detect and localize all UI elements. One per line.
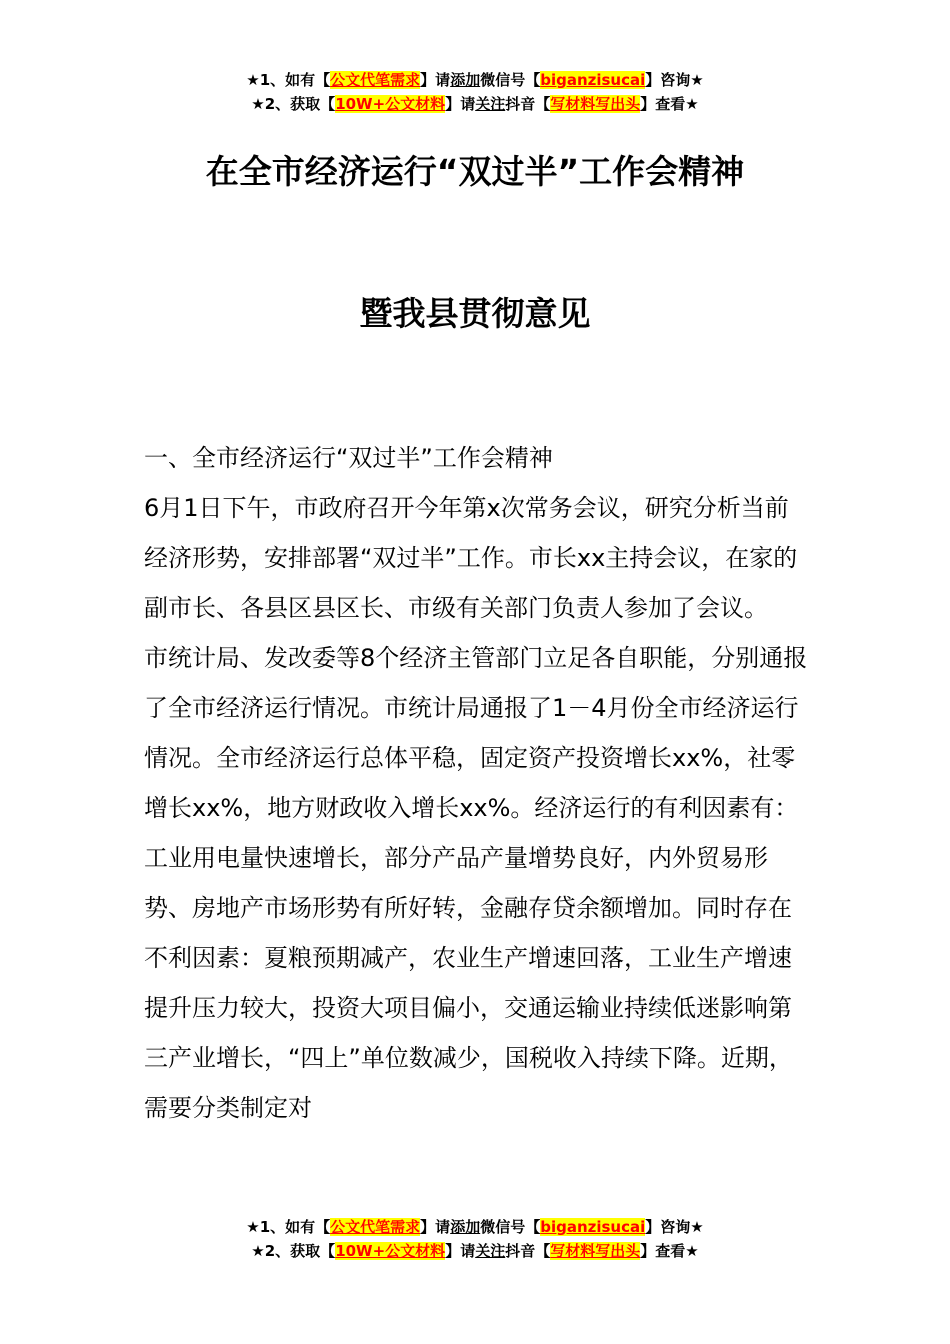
document-title-line-1: 在全市经济运行“双过半”工作会精神 — [205, 152, 745, 191]
promo-text: ★1、如有【 — [246, 71, 331, 89]
body-paragraph: 6月1日下午，市政府召开今年第x次常务会议，研究分析当前经济形势，安排部署“双过半”工作。市长xx主持会议，在家的副市长、各县区县区长、市级有关部门负责人参加了会议。 — [144, 494, 798, 622]
promo-underline: 关注 — [475, 1242, 506, 1260]
document-body — [144, 433, 810, 1133]
promo-text: 】请 — [420, 1218, 451, 1236]
promo-text: 抖音【 — [505, 1242, 551, 1260]
promo-highlight: 写材料写出头 — [550, 1242, 641, 1260]
promo-highlight: 公文代笔需求 — [330, 71, 421, 89]
promo-text: ★2、获取【 — [251, 1242, 336, 1260]
promo-text: 】查看★ — [640, 1242, 699, 1260]
promo-highlight: biganzisucai — [540, 1218, 646, 1236]
promo-highlight: 10W+公文材料 — [335, 1242, 446, 1260]
promo-line-1 — [0, 68, 950, 92]
promo-line-2 — [0, 1239, 950, 1263]
promo-highlight: 公文代笔需求 — [330, 1218, 421, 1236]
promo-text: 】请 — [445, 95, 476, 113]
promo-text: ★2、获取【 — [251, 95, 336, 113]
promo-underline: 关注 — [475, 95, 506, 113]
promo-text: 】请 — [445, 1242, 476, 1260]
promo-text: 】查看★ — [640, 95, 699, 113]
body-paragraph: 市统计局、发改委等8个经济主管部门立足各自职能，分别通报了全市经济运行情况。市统计局通报了1－4月份全市经济运行情况。全市经济运行总体平稳，固定资产投资增长xx%，社零增长xx%，地方财政收入增长xx%。经济运行的有利因素有：工业用电量快速增长，部分产品产量增势良好，内外贸易形势、房地产市场形势有所好转，金融存贷余额增加。同时存在不利因素：夏粮预期减产，农业生产增速回落，工业生产增速提升压力较大，投资大项目偏小，交通运输业持续低迷影响第三产业增长，“四上”单位数减少，国税收入持续下降。近期，需要分类制定对 — [144, 644, 808, 1122]
promo-underline: 添加 — [450, 71, 481, 89]
section-heading: 一、全市经济运行“双过半”工作会精神 — [144, 444, 553, 472]
promo-text: 抖音【 — [505, 95, 551, 113]
promo-text: 微信号【 — [480, 71, 541, 89]
promo-text: 】咨询★ — [645, 1218, 704, 1236]
promo-banner-bottom — [0, 1215, 950, 1263]
document-title-line-2: 暨我县贯彻意见 — [359, 294, 591, 333]
promo-line-1 — [0, 1215, 950, 1239]
promo-line-2 — [0, 92, 950, 116]
promo-highlight: 10W+公文材料 — [335, 95, 446, 113]
promo-text: ★1、如有【 — [246, 1218, 331, 1236]
promo-text: 】咨询★ — [645, 71, 704, 89]
promo-highlight: 写材料写出头 — [550, 95, 641, 113]
promo-text: 】请 — [420, 71, 451, 89]
promo-underline: 添加 — [450, 1218, 481, 1236]
promo-banner-top — [0, 68, 950, 116]
promo-text: 微信号【 — [480, 1218, 541, 1236]
promo-highlight: biganzisucai — [540, 71, 646, 89]
